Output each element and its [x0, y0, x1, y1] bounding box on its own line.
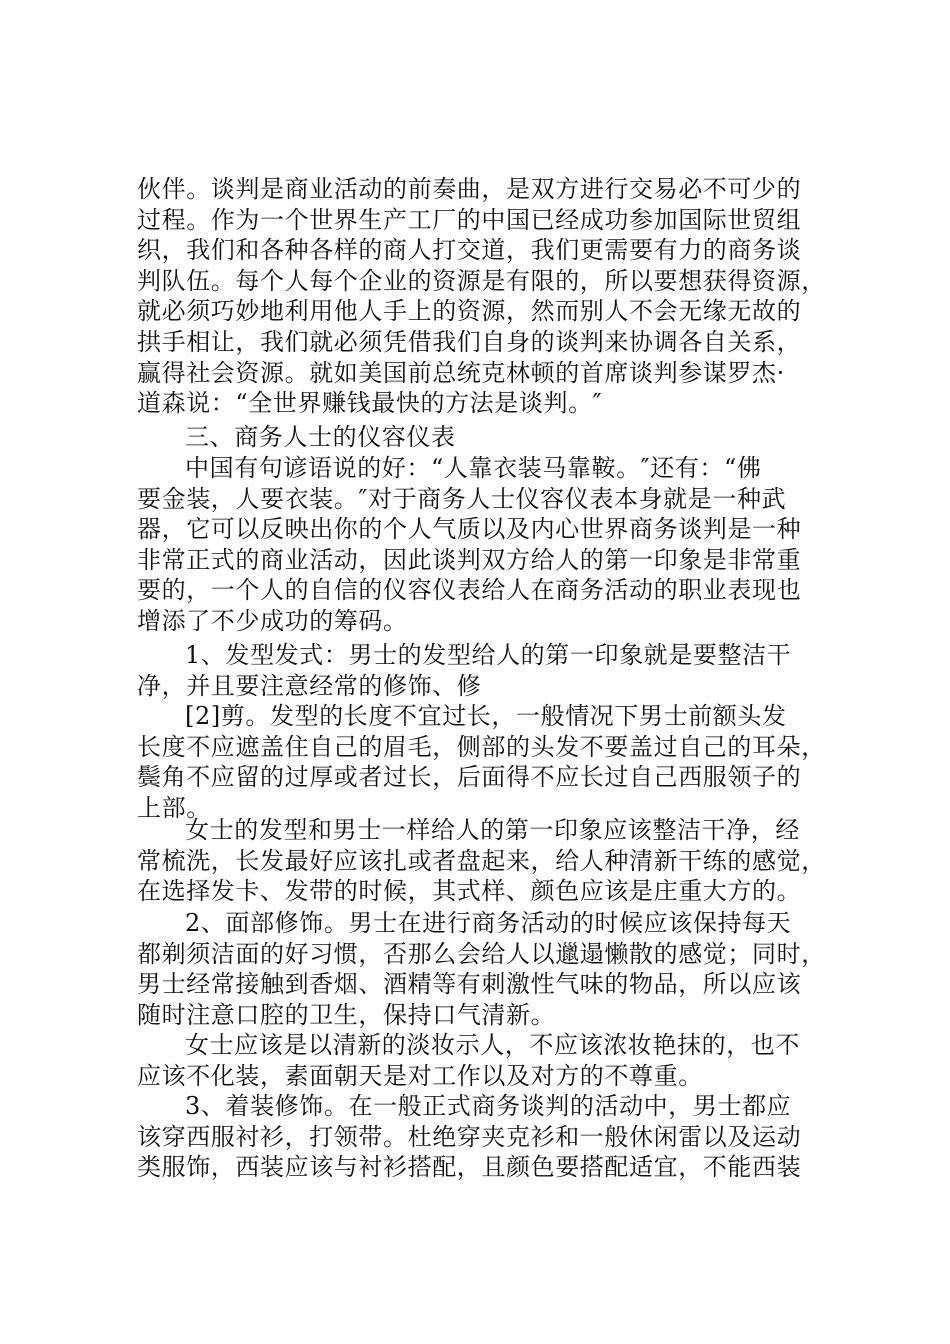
text-line: 女士应该是以清新的淡妆示人，不应该浓妆艳抹的，也不 [185, 1031, 800, 1059]
text-line: 判队伍。每个人每个企业的资源是有限的，所以要想获得资源， [137, 266, 826, 295]
text-line: 过程。作为一个世界生产工厂的中国已经成功参加国际世贸组 [137, 205, 802, 234]
text-line: 鬓角不应留的过厚或者过长，后面得不应长过自己西服领子的 [137, 763, 802, 792]
text-line: 随时注意口腔的卫生，保持口气清新。 [137, 1000, 556, 1029]
text-line: 都剃须洁面的好习惯，否那么会给人以邋遢懒散的感觉；同时， [137, 939, 826, 968]
paragraph-proverb [137, 453, 837, 637]
text-line: 上部。 [137, 793, 211, 822]
text-line: 类服饰，西装应该与衬衫搭配，且颜色要搭配适宜，不能西装 [137, 1153, 802, 1182]
paragraph-facial-grooming [137, 908, 837, 1030]
text-line: 织，我们和各种各样的商人打交道，我们更需要有力的商务谈 [137, 236, 802, 265]
section-heading-appearance [137, 422, 837, 453]
text-line: 常梳洗，长发最好应该扎或者盘起来，给人种清新干练的感觉， [137, 846, 826, 875]
text-line: 道森说：“全世界赚钱最快的方法是谈判。″ [137, 389, 603, 418]
text-line: 器，它可以反映出你的个人气质以及内心世界商务谈判是一种 [137, 515, 802, 544]
text-line: 该穿西服衬衫，打领带。杜绝穿夹克衫和一般休闲雷以及运动 [137, 1122, 802, 1151]
text-line: 女士的发型和男士一样给人的第一印象应该整洁干净，经 [185, 816, 800, 844]
paragraph-dress [137, 1091, 837, 1183]
text-line: 赢得社会资源。就如美国前总统克林顿的首席谈判参谋罗杰· [137, 358, 785, 387]
section-title: 三、商务人士的仪容仪表 [185, 423, 456, 451]
text-line: 要金装，人要衣装。″对于商务人士仪容仪表本身就是一种武 [137, 484, 787, 513]
text-line: 在选择发卡、发带的时候，其式样、颜色应该是庄重大方的。 [137, 877, 802, 906]
text-line: 非常正式的商业活动，因此谈判双方给人的第一印象是非常重 [137, 545, 802, 574]
text-line: 男士经常接触到香烟、酒精等有刺激性气味的物品，所以应该 [137, 970, 802, 999]
text-line: 1、发型发式：男士的发型给人的第一印象就是要整洁干 [185, 641, 792, 669]
paragraph-women-hairstyle [137, 815, 837, 907]
text-line: 应该不化装，素面朝天是对工作以及对方的不尊重。 [137, 1061, 703, 1090]
text-line: 要的，一个人的自信的仪容仪表给人在商务活动的职业表现也 [137, 576, 802, 605]
text-line: 长度不应遮盖住自己的眉毛，侧部的头发不要盖过自己的耳朵， [137, 732, 826, 761]
paragraph-hairstyle [137, 640, 837, 701]
paragraph-women-makeup [137, 1030, 837, 1091]
paragraph-negotiation-intro [137, 174, 837, 419]
text-line: 增添了不少成功的筹码。 [137, 606, 408, 635]
text-line: 净，并且要注意经常的修饰、修 [137, 671, 482, 700]
text-line: 中国有句谚语说的好：“人靠衣装马靠鞍。″还有：“佛 [185, 454, 762, 482]
text-line: [2]剪。发型的长度不宜过长，一般情况下男士前额头发 [185, 702, 787, 730]
text-line: 伙伴。谈判是商业活动的前奏曲，是双方进行交易必不可少的 [137, 175, 802, 203]
text-line: 3、着装修饰。在一般正式商务谈判的活动中，男士都应 [185, 1092, 792, 1120]
text-line: 就必须巧妙地利用他人手上的资源，然而别人不会无缘无故的 [137, 297, 802, 326]
paragraph-hair-length [137, 701, 837, 823]
text-line: 拱手相让，我们就必须凭借我们自身的谈判来协调各自关系， [137, 327, 802, 356]
text-line: 2、面部修饰。男士在进行商务活动的时候应该保持每天 [185, 909, 792, 937]
